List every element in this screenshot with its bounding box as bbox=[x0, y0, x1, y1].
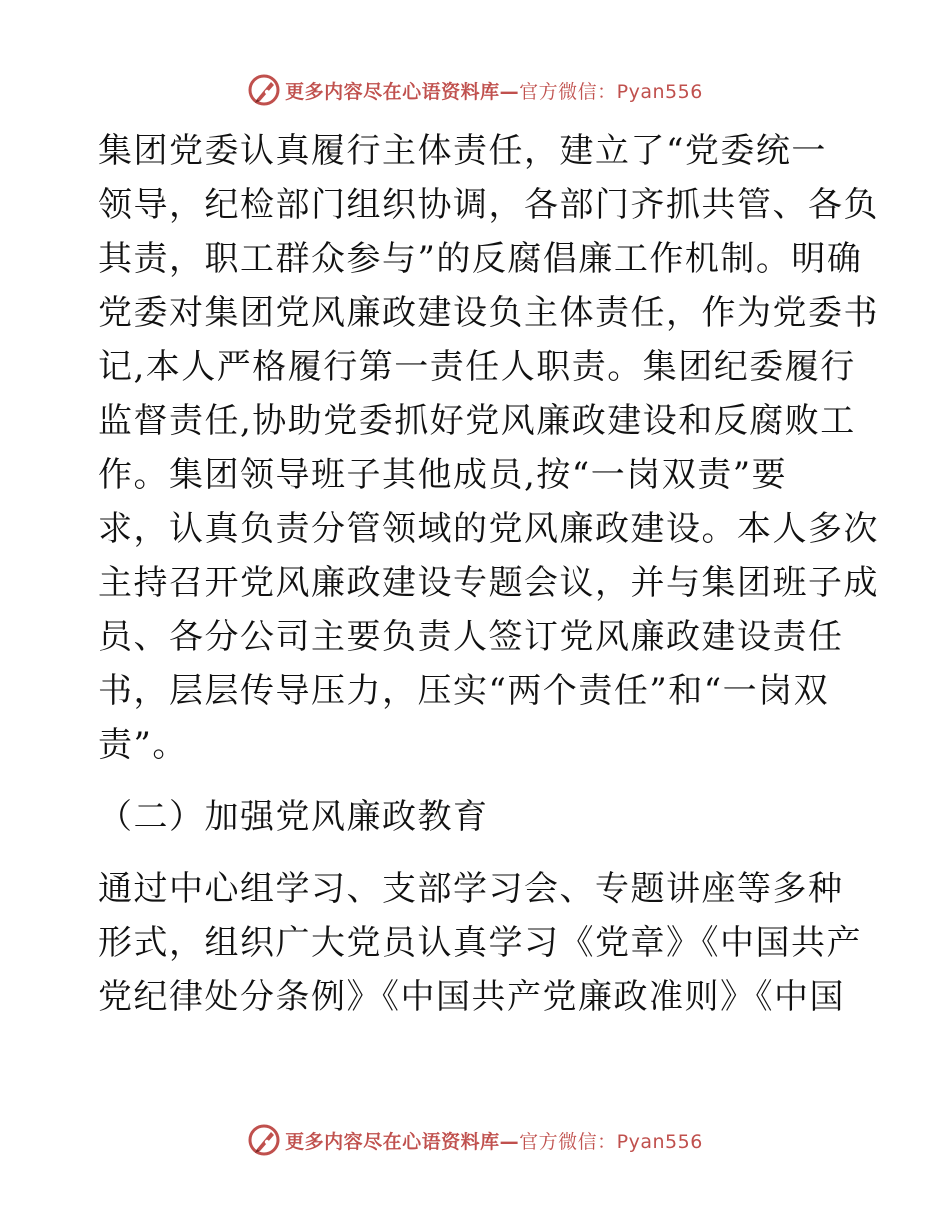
text-line: 求，认真负责分管领域的党风廉政建设。本人多次 bbox=[98, 509, 879, 549]
text-line: 党委对集团党风廉政建设负主体责任，作为党委书 bbox=[98, 293, 879, 333]
text-line: 监督责任,协助党委抓好党风廉政建设和反腐败工 bbox=[98, 401, 856, 441]
paragraph-2 bbox=[98, 862, 862, 1024]
footer-banner-title: 更多内容尽在心语资料库— bbox=[285, 1130, 520, 1153]
header-wechat: 官方微信：Pyan556 bbox=[519, 80, 703, 103]
text-line: 责”。 bbox=[98, 725, 188, 765]
paragraph-1 bbox=[98, 124, 879, 772]
text-line: 通过中心组学习、支部学习会、专题讲座等多种 bbox=[98, 869, 844, 909]
text-line: 作。集团领导班子其他成员,按“一岗双责”要 bbox=[98, 455, 788, 495]
document-body bbox=[98, 124, 879, 1024]
header-banner-title: 更多内容尽在心语资料库— bbox=[285, 80, 520, 103]
header-banner bbox=[0, 70, 950, 110]
text-line: 员、各分公司主要负责人签订党风廉政建设责任 bbox=[98, 617, 844, 657]
footer-banner bbox=[0, 1120, 950, 1160]
text-line: 主持召开党风廉政建设专题会议，并与集团班子成 bbox=[98, 563, 879, 603]
text-line: 书，层层传导压力，压实“两个责任”和“一岗双 bbox=[98, 671, 830, 711]
section-heading: （二）加强党风廉政教育 bbox=[98, 797, 489, 837]
text-line: 其责，职工群众参与”的反腐倡廉工作机制。明确 bbox=[98, 239, 863, 279]
pen-logo-icon bbox=[247, 73, 281, 107]
text-line: 领导，纪检部门组织协调，各部门齐抓共管、各负 bbox=[98, 185, 879, 225]
text-line: 形式，组织广大党员认真学习《党章》《中国共产 bbox=[98, 923, 862, 963]
text-line: 党纪律处分条例》《中国共产党廉政准则》《中国 bbox=[98, 977, 845, 1017]
text-line: 集团党委认真履行主体责任，建立了“党委统一 bbox=[98, 131, 827, 171]
text-line: 记,本人严格履行第一责任人职责。集团纪委履行 bbox=[98, 347, 856, 387]
footer-wechat: 官方微信：Pyan556 bbox=[519, 1130, 703, 1153]
pen-logo-icon bbox=[247, 1123, 281, 1157]
